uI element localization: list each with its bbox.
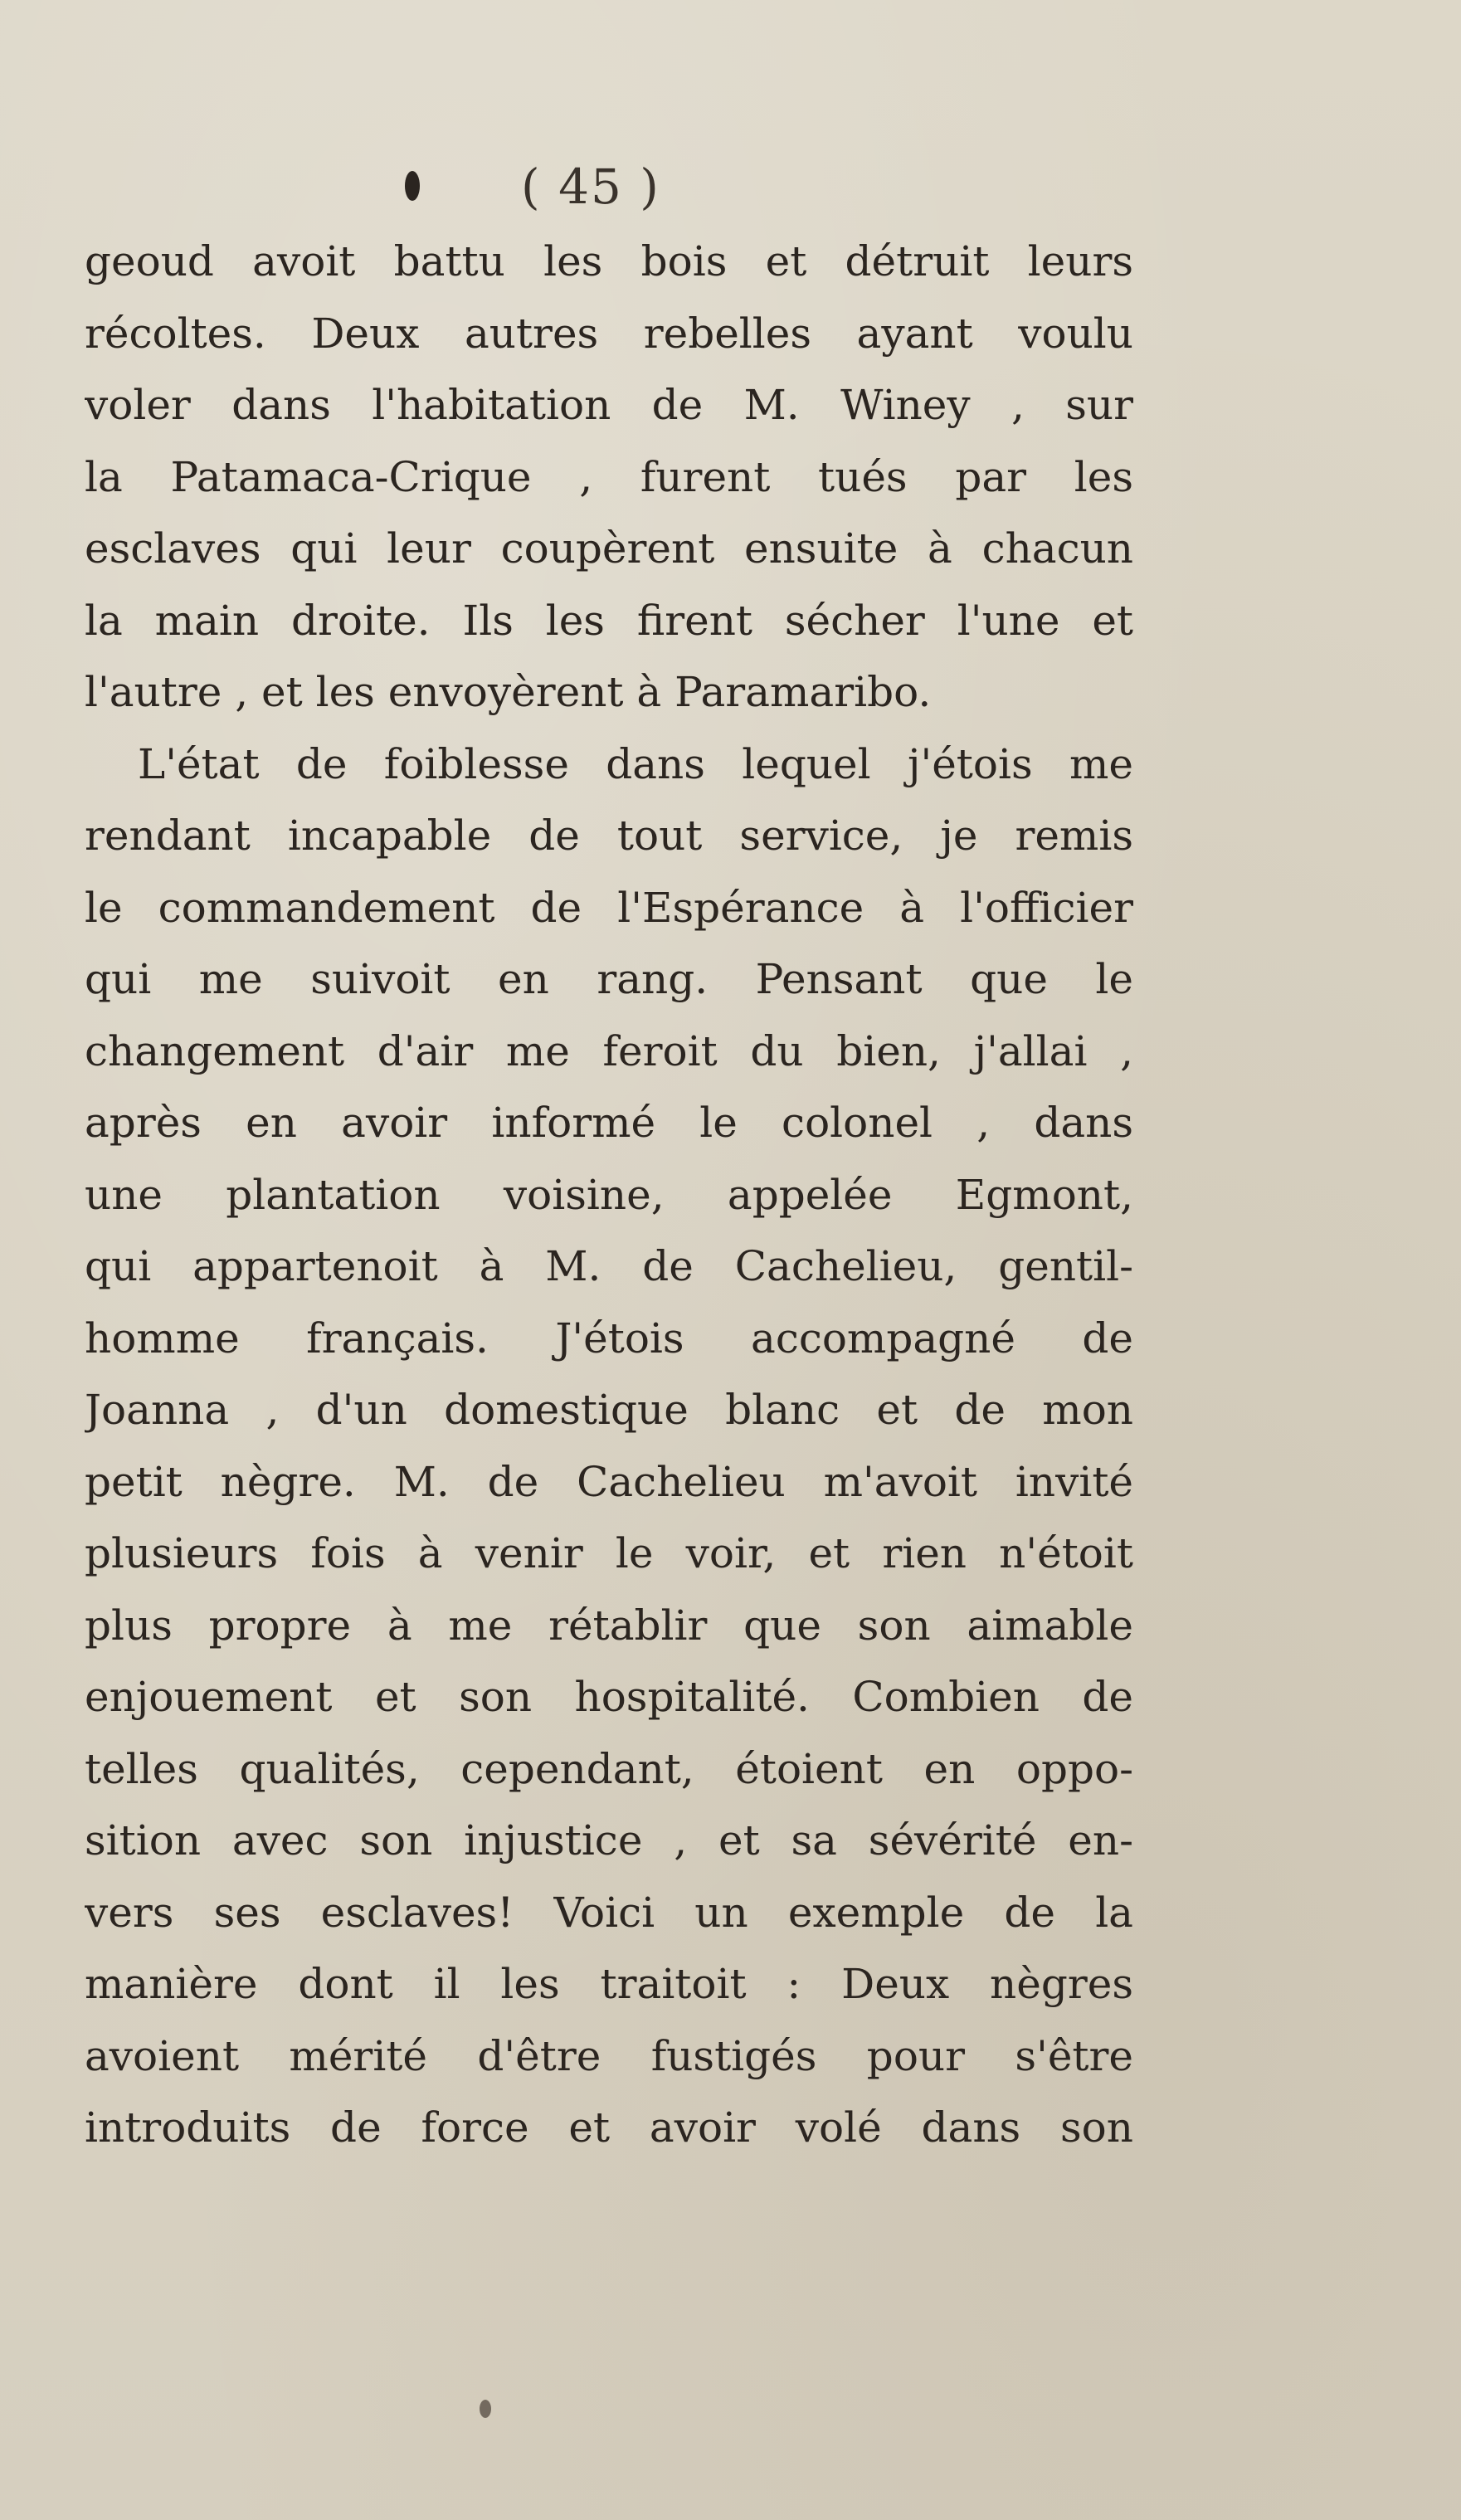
- text-line-9: rendant incapable de tout service, je remis: [85, 812, 1133, 860]
- text-line-12: changement d'air me feroit du bien, j'allai ,: [85, 1026, 1133, 1075]
- text-line-10: le commandement de l'Espérance à l'officier: [85, 883, 1133, 932]
- body-text: [85, 226, 1133, 2164]
- text-line-16: homme français. J'étois accompagné de: [85, 1314, 1133, 1362]
- text-line-20: plus propre à me rétablir que son aimable: [85, 1601, 1133, 1650]
- text-line-3: voler dans l'habitation de M. Winey , sur: [85, 381, 1133, 429]
- page-header: [0, 158, 1461, 216]
- page-number: ( 45 ): [521, 158, 660, 215]
- text-line-5: esclaves qui leur coupèrent ensuite à chacun: [85, 524, 1133, 573]
- text-line-2: récoltes. Deux autres rebelles ayant voulu: [85, 309, 1133, 358]
- text-line-6: la main droite. Ils les firent sécher l'une et: [85, 596, 1133, 645]
- text-line-23: sition avec son injustice , et sa sévérité en-: [85, 1816, 1133, 1864]
- bullet-mark: [405, 171, 420, 201]
- text-line-13: après en avoir informé le colonel , dans: [85, 1099, 1133, 1147]
- text-line-15: qui appartenoit à M. de Cachelieu, gentil-: [85, 1242, 1133, 1290]
- text-line-19: plusieurs fois à venir le voir, et rien n'étoit: [85, 1529, 1133, 1577]
- text-line-7: l'autre , et les envoyèrent à Paramaribo.: [85, 668, 932, 716]
- text-line-17: Joanna , d'un domestique blanc et de mon: [85, 1386, 1133, 1434]
- text-line-22: telles qualités, cependant, étoient en oppo-: [85, 1744, 1133, 1793]
- ink-blot-mark: [480, 2400, 491, 2418]
- text-line-11: qui me suivoit en rang. Pensant que le: [85, 955, 1133, 1003]
- text-line-26: avoient mérité d'être fustigés pour s'être: [85, 2031, 1133, 2080]
- text-line-18: petit nègre. M. de Cachelieu m'avoit invité: [85, 1457, 1133, 1506]
- text-line-1: geoud avoit battu les bois et détruit leurs: [85, 237, 1133, 285]
- text-line-25: manière dont il les traitoit : Deux nègres: [85, 1960, 1133, 2008]
- text-line-24: vers ses esclaves! Voici un exemple de la: [85, 1888, 1133, 1937]
- text-line-4: la Patamaca-Crique , furent tués par les: [85, 452, 1133, 501]
- text-line-14: une plantation voisine, appelée Egmont,: [85, 1170, 1133, 1219]
- text-line-27: introduits de force et avoir volé dans son: [85, 2103, 1133, 2152]
- text-line-21: enjouement et son hospitalité. Combien de: [85, 1673, 1133, 1721]
- text-line-8: L'état de foiblesse dans lequel j'étois me: [138, 739, 1133, 788]
